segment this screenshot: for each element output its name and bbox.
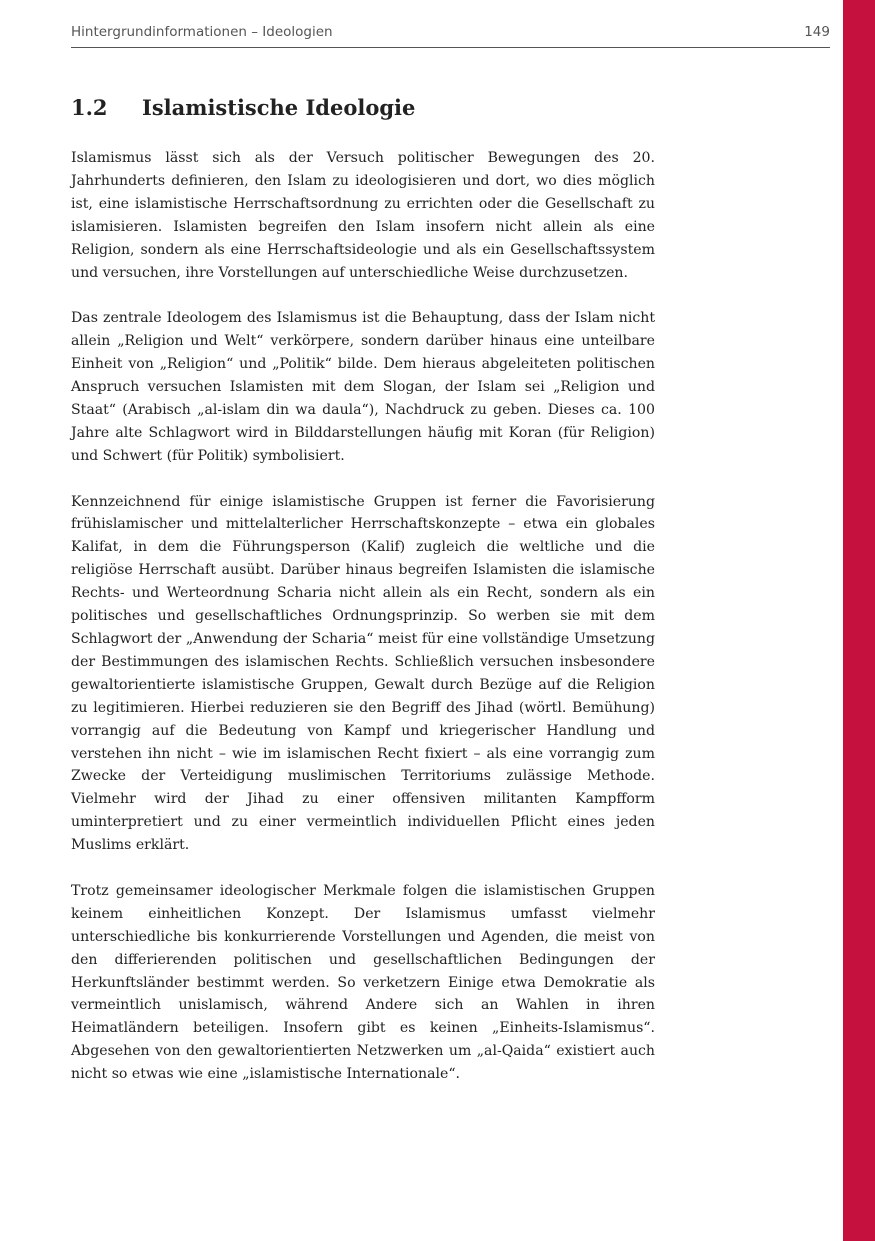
paragraph: Das zentrale Ideologem des Islamismus ist die Behauptung, dass der Islam nicht allein „Religion und Welt“ verkörpere, sondern darüber hinaus eine unteilbare Einheit von „Religion“ und „Politik“ bilde. Dem hieraus abgeleiteten politischen Anspruch versuchen Islamisten mit dem Slogan, der Islam sei „Religion und Staat“ (Arabisch „al-islam din wa daula“), Nachdruck zu geben. Dieses ca. 100 Jahre alte Schlagwort wird in Bilddarstellungen häufig mit Koran (für Religion) und Schwert (für Politik) symbolisiert. bbox=[71, 310, 655, 464]
body-text bbox=[71, 147, 655, 1109]
running-header bbox=[71, 22, 830, 48]
paragraph: Kennzeichnend für einige islamistische Gruppen ist ferner die Favorisierung frühislamischer und mittelalterlicher Herrschaftskonzepte – etwa ein globales Kalifat, in dem die Führungsperson (Kalif) zugleich die weltliche und die religiöse Herrschaft ausübt. Darüber hinaus begreifen Islamisten die islamische Rechts- und Werteordnung Scharia nicht allein als ein Recht, sondern als ein politisches und gesellschaftliches Ordnungsprinzip. So werben sie mit dem Schlagwort der „Anwendung der Scharia“ meist für eine vollständige Umsetzung der Bestimmungen des islamischen Rechts. Schließlich versuchen insbesondere gewaltorientierte islamistische Gruppen, Gewalt durch Bezüge auf die Religion zu legitimieren. Hierbei reduzieren sie den Begriff des Jihad (wörtl. Bemühung) vorrangig auf die Bedeutung von Kampf und kriegerischer Handlung und verstehen ihn nicht – wie im islamischen Recht fixiert – als eine vorrangig zum Zwecke der Verteidigung muslimischen Territoriums zulässige Methode. Vielmehr wird der Jihad zu einer offensiven militanten Kampfform uminterpretiert und zu einer vermeintlich individuellen Pflicht eines jeden Muslims erklärt. bbox=[71, 493, 655, 854]
paragraph: Trotz gemeinsamer ideologischer Merkmale folgen die islamistischen Gruppen keinem einheitlichen Konzept. Der Islamismus umfasst vielmehr unterschiedliche bis konkurrierende Vorstellungen und Agenden, die meist von den differierenden politischen und gesellschaftlichen Bedingungen der Herkunftsländer bestimmt werden. So verketzern Einige etwa Demokratie als vermeintlich unislamisch, während Andere sich an Wahlen in ihren Heimatländern beteiligen. Insofern gibt es keinen „Einheits-Islamismus“. Abgesehen von den gewaltorientierten Netzwerken um „al-Qaida“ existiert auch nicht so etwas wie eine „islamistische Internationale“. bbox=[71, 882, 655, 1083]
section-heading bbox=[71, 95, 415, 120]
paragraph: Islamismus lässt sich als der Versuch politischer Bewegungen des 20. Jahrhunderts definieren, den Islam zu ideologisieren und dort, wo dies möglich ist, eine islamistische Herrschaftsordnung zu errichten oder die Gesellschaft zu islamisieren. Islamisten begreifen den Islam insofern nicht allein als eine Religion, sondern als eine Herrschaftsideologie und als ein Gesellschaftssystem und versuchen, ihre Vorstellungen auf unterschiedliche Weise durchzusetzen. bbox=[71, 150, 655, 281]
header-title: Hintergrundinformationen – Ideologien bbox=[71, 24, 333, 40]
section-number: 1.2 bbox=[71, 95, 108, 120]
page-number: 149 bbox=[804, 24, 830, 40]
section-title: Islamistische Ideologie bbox=[142, 95, 416, 120]
chapter-edge-bar bbox=[843, 0, 875, 1241]
